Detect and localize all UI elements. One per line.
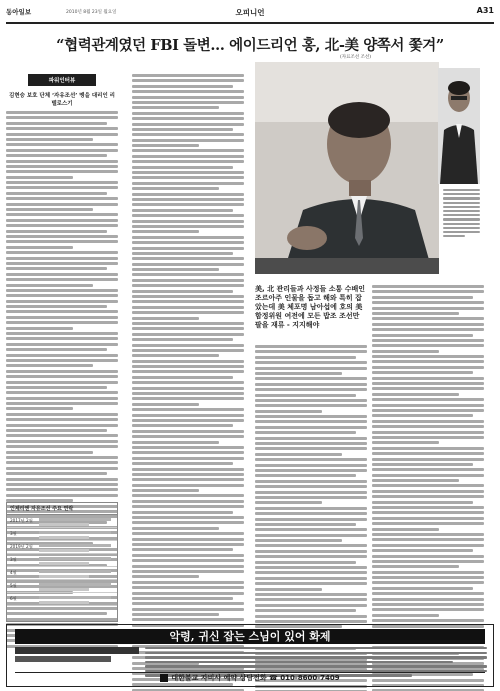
photo-caption <box>443 189 480 239</box>
ad-contact <box>15 672 485 683</box>
portrait-photo <box>255 62 439 274</box>
ad-banner <box>15 647 139 654</box>
advertisement <box>6 624 494 687</box>
schedule-table-title: 인제리엔 자유조선 주요 연락 <box>7 503 117 515</box>
table-row: 2019년 2월 <box>7 541 117 554</box>
temple-logo-icon <box>160 674 168 682</box>
ad-subbanner <box>15 656 111 662</box>
table-row: 6월 <box>7 593 117 606</box>
ad-contact-text: 대한불교 자비사 예약 상담전화 ☎ 010-8600-7409 <box>171 674 340 682</box>
portrait-illustration <box>255 62 439 274</box>
interview-photo <box>255 62 480 274</box>
pull-quote: 美, 北 관리들과 사정들 소통 수배인 조르아주 인물을 돕고 해와 특히 잡았는데 美 체포명 남아섭에 호의 美 함정위원 여전에 모든 밥조 조선만 팔을 재류 - 지지해야 <box>255 285 365 329</box>
table-row: 4월 <box>7 567 117 580</box>
article-headline: “협력관계였던 FBI 돌변… 에이드리언 홍, 北-美 양쪽서 쫓겨” <box>56 37 444 54</box>
article-subhead: 김현승 보호 단체 ‘자유조선’ 맹을 대리인 리 텔로스기 <box>9 93 115 107</box>
schedule-table <box>6 502 118 622</box>
table-row: 3월 <box>7 528 117 541</box>
article-body-middle <box>132 74 244 691</box>
masthead <box>6 4 494 24</box>
table-row: 5월 <box>7 580 117 593</box>
page-number: A31 <box>476 6 494 15</box>
table-row: 3월 <box>7 554 117 567</box>
newspaper-logo: 동아일보 <box>6 8 32 16</box>
ad-title: 악령, 귀신 잡는 스님이 있어 화제 <box>15 629 485 644</box>
inset-portrait <box>438 68 480 184</box>
section-title: 오피니언 <box>235 8 265 17</box>
interview-tag: 파워인터뷰 <box>28 74 96 86</box>
issue-date: 2010년 8월 23일 월요일 <box>66 10 117 15</box>
inset-photo <box>438 68 480 184</box>
table-row: 2017년 2월 <box>7 515 117 528</box>
reporter-credit: (자료조선 조선) <box>340 55 372 60</box>
